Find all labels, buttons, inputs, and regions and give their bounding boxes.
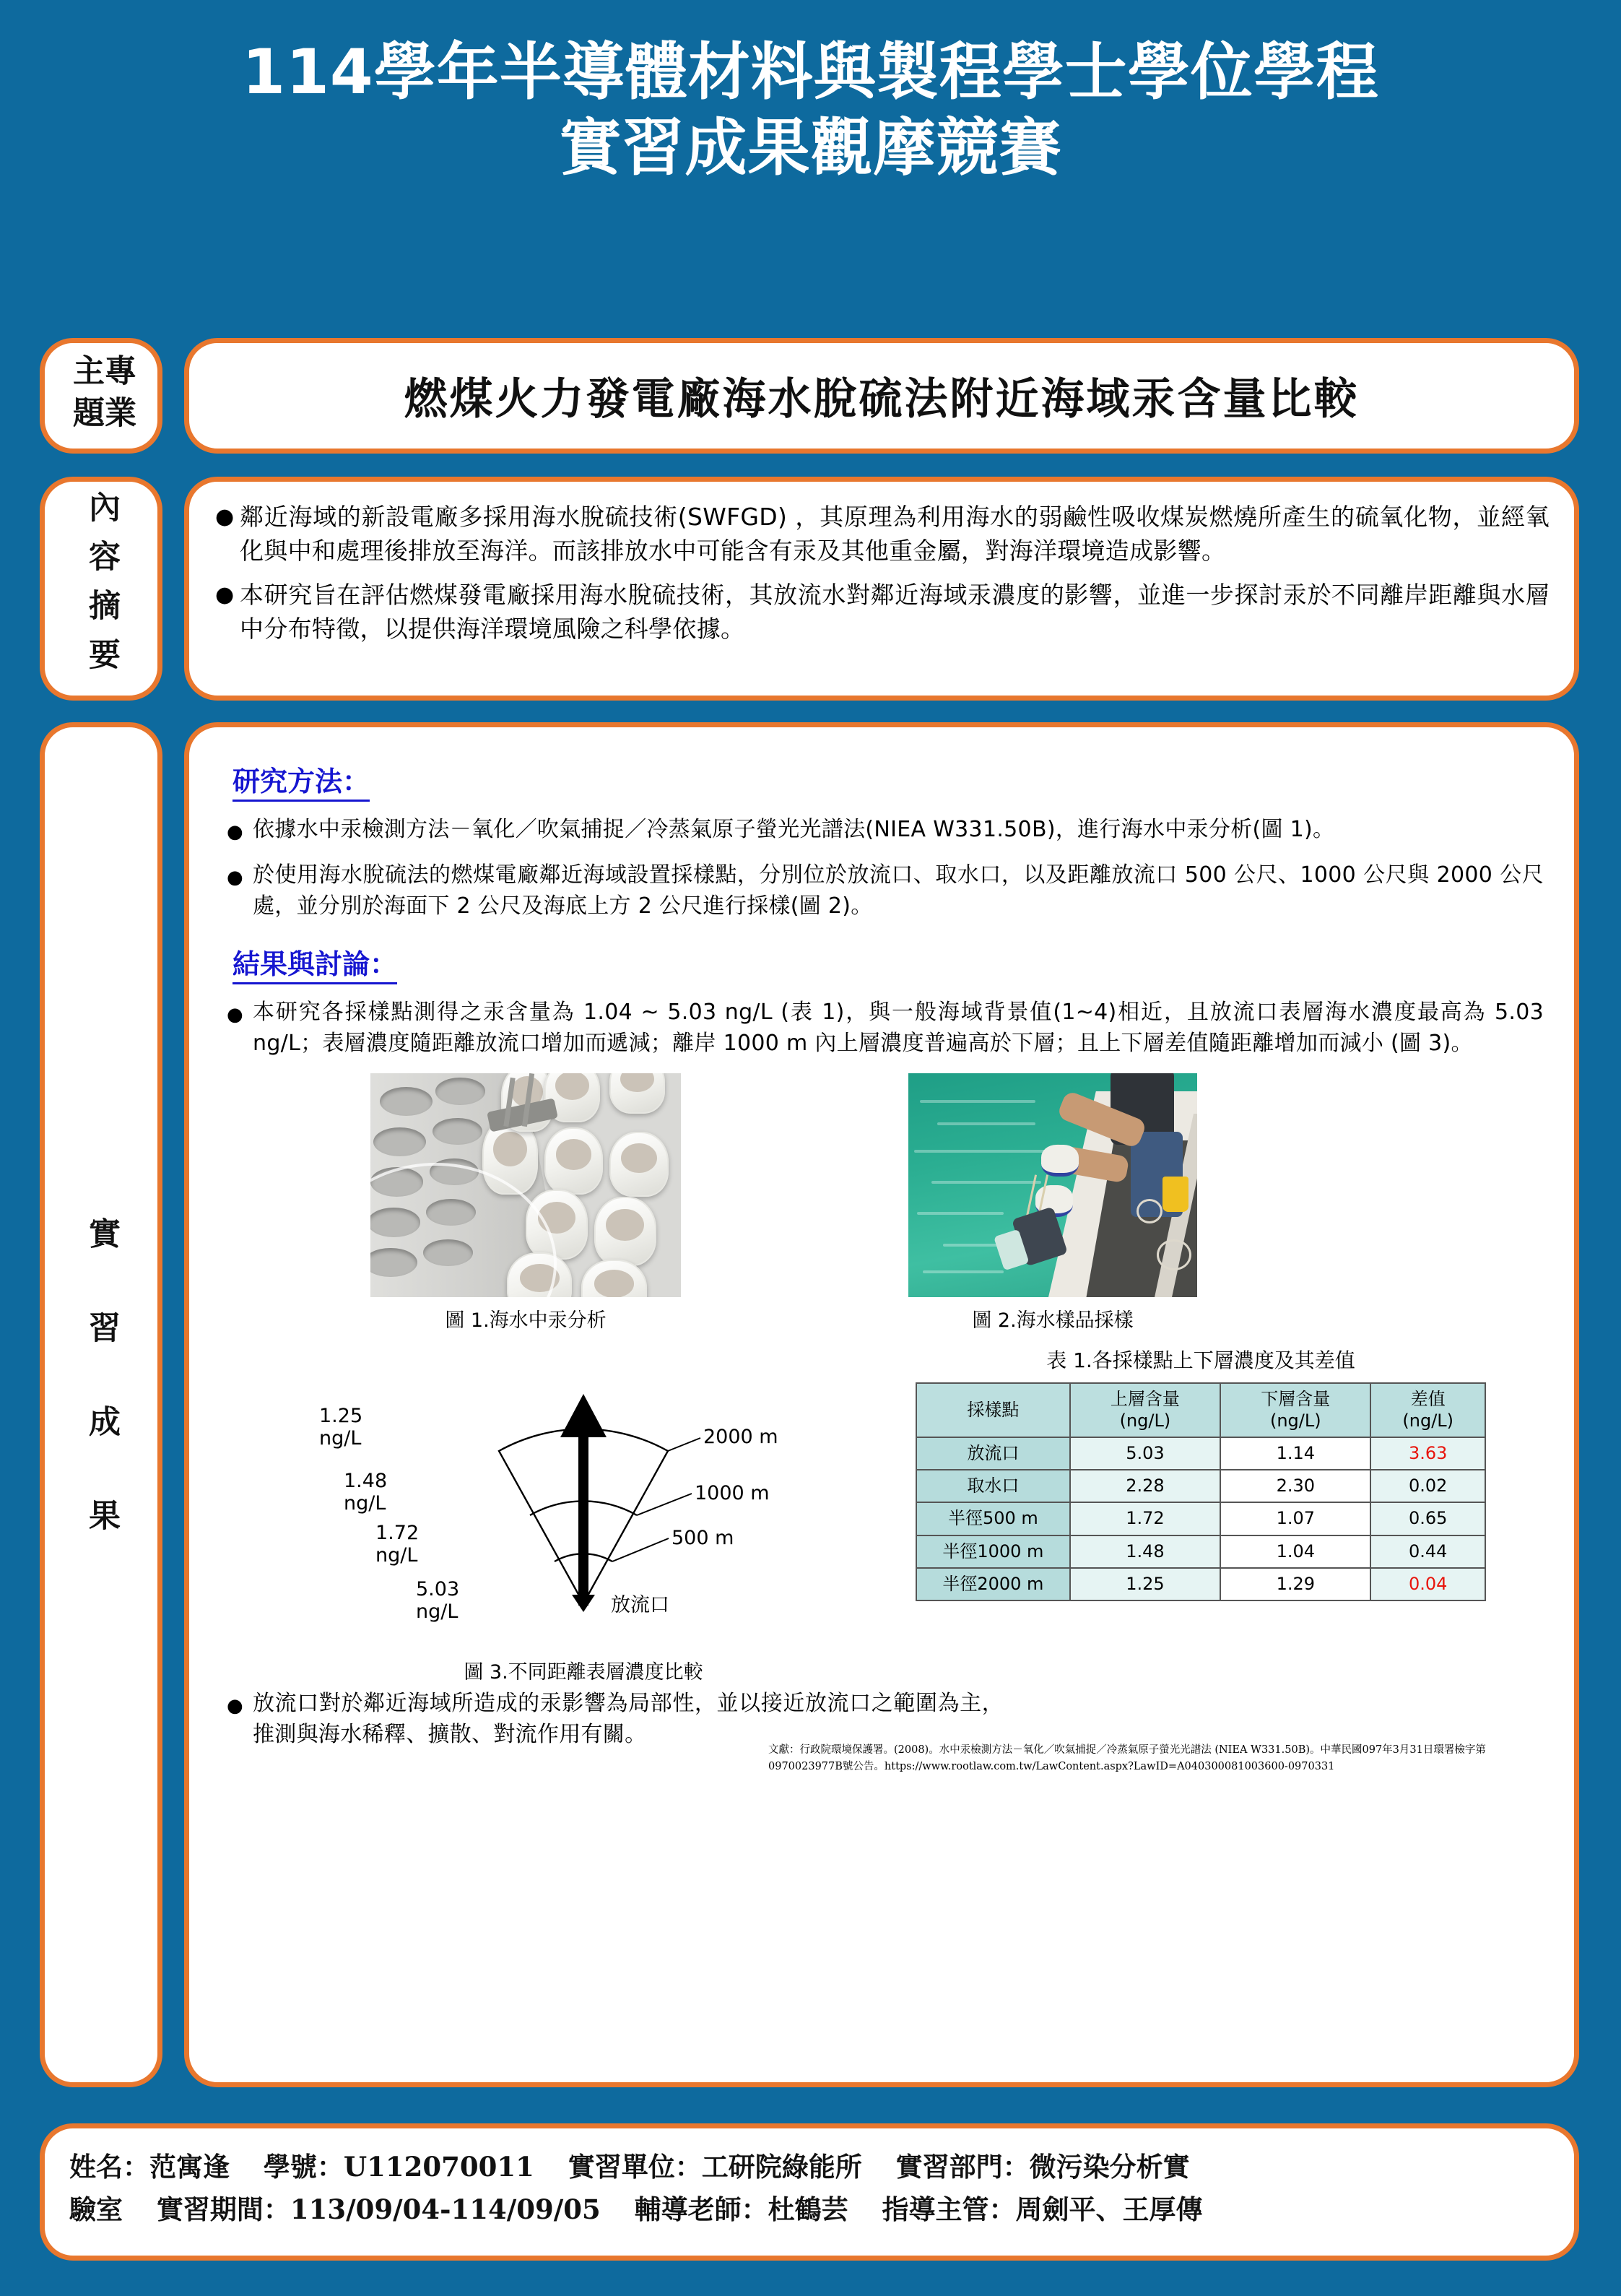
cell-lower: 1.29 — [1220, 1568, 1370, 1600]
cell-lower: 1.14 — [1220, 1437, 1370, 1470]
table-1-title: 表 1.各採樣點上下層濃度及其差值 — [1046, 1348, 1355, 1373]
main-results-box — [184, 722, 1579, 2087]
figures-row — [222, 1073, 1544, 1340]
th-upper: 上層含量 (ng/L) — [1070, 1383, 1220, 1437]
cell-lower: 2.30 — [1220, 1470, 1370, 1502]
th-site: 採樣點 — [916, 1383, 1070, 1437]
bullet-dot-icon: ● — [215, 504, 235, 529]
cell-upper: 5.03 — [1070, 1437, 1220, 1470]
summary-box — [184, 477, 1579, 701]
wave-line — [937, 1122, 1035, 1125]
bullet-dot-icon: ● — [215, 581, 235, 607]
footer-intern-period: 實習期間：113/09/04-114/09/05 — [156, 2193, 601, 2226]
work-glove — [1041, 1145, 1079, 1176]
seawater-sampling-photo — [908, 1073, 1197, 1297]
footer-name: 姓名：范寓逢 — [69, 2151, 230, 2183]
th-diff: 差值 (ng/L) — [1370, 1383, 1485, 1437]
summary-bullet-1-text: 鄰近海域的新設電廠多採用海水脫硫技術(SWFGD) ，其原理為利用海水的弱鹼性吸收煤炭燃燒所產生的硫氧化物，並經氧化與中和處理後排放至海洋。而該排放水中可能含有汞及其他重金屬，對海洋環境造成影響。 — [240, 503, 1550, 565]
footer-intern-org: 實習單位：工研院綠能所 — [568, 2151, 862, 2183]
wave-line — [917, 1212, 1004, 1215]
footer-dept-cont: 驗室 — [69, 2193, 123, 2226]
bullet-dot-icon: ● — [227, 1004, 243, 1026]
method-bullet-1-text: 依據水中汞檢測方法－氧化／吹氣捕捉／冷蒸氣原子螢光光譜法(NIEA W331.50B)，進行海水中汞分析(圖 1)。 — [253, 817, 1335, 842]
method-bullet-2 — [227, 860, 1544, 922]
cell-upper: 1.25 — [1070, 1568, 1220, 1600]
table-row — [916, 1502, 1485, 1535]
results-bullet-1 — [227, 997, 1544, 1059]
table-row — [916, 1568, 1485, 1600]
method-bullet-2-text: 於使用海水脫硫法的燃煤電廠鄰近海域設置採樣點，分別位於放流口、取水口，以及距離放流口 500 公尺、1000 公尺與 2000 公尺處，並分別於海面下 2 公尺及海底上方 2 公尺進行採樣(圖 2)。 — [253, 862, 1544, 919]
leader-2000m — [668, 1438, 700, 1451]
main-label-text: 實習成果 — [83, 1217, 120, 1593]
footer-supervisor: 指導主管：周劍平、王厚傳 — [882, 2193, 1203, 2226]
leader-500m — [612, 1538, 669, 1561]
sample-vial — [544, 1127, 604, 1195]
wave-line — [923, 1270, 1004, 1273]
footer-intern-dept: 實習部門：微污染分析實 — [895, 2151, 1190, 2183]
final-row — [222, 1689, 1544, 1772]
coiled-rope — [1157, 1239, 1191, 1270]
fan-value-origin: 5.03 ng/L — [416, 1578, 460, 1623]
table-header-row — [916, 1383, 1485, 1437]
bullet-dot-icon: ● — [227, 1695, 243, 1717]
tray-hole-icon — [380, 1087, 433, 1116]
figure-2-caption: 圖 2.海水樣品採樣 — [972, 1309, 1134, 1333]
table-1-wrap — [916, 1345, 1486, 1601]
table-row — [916, 1470, 1485, 1502]
footer-advisor: 輔導老師：杜鶴芸 — [634, 2193, 848, 2226]
conclusion-bullet-text: 放流口對於鄰近海域所造成的汞影響為局部性，並以接近放流口之範圍為主，推測與海水稀釋、擴散、對流作用有關。 — [253, 1691, 1004, 1747]
cell-site: 半徑500 m — [916, 1502, 1070, 1535]
results-bullet-1-text: 本研究各採樣點測得之汞含量為 1.04 ~ 5.03 ng/L (表 1)，與一般海域背景值(1~4)相近，且放流口表層海水濃度最高為 5.03 ng/L；表層濃度隨距離放流口增加而遞減；離岸 1000 m 內上層濃度普遍高於下層；且上下層差值隨距離增加而減小 (圖 3)。 — [253, 1000, 1544, 1056]
topic-label-box — [40, 338, 162, 454]
footer-box — [40, 2123, 1579, 2261]
fan-distance-2000m: 2000 m — [703, 1426, 778, 1449]
tray-hole-icon — [373, 1127, 426, 1156]
table-body — [916, 1437, 1485, 1600]
fan-origin-label: 放流口 — [611, 1594, 669, 1617]
sample-vial — [594, 1197, 656, 1266]
sample-vial — [609, 1132, 669, 1197]
figure-3-caption: 圖 3.不同距離表層濃度比較 — [464, 1661, 703, 1684]
seawater-mercury-analysis-photo — [370, 1073, 681, 1297]
summary-bullet-2 — [215, 579, 1550, 646]
sample-vial — [609, 1073, 665, 1114]
bullet-dot-icon: ● — [227, 821, 243, 843]
figure-1-caption: 圖 1.海水中汞分析 — [445, 1309, 607, 1333]
footer-student-id: 學號：U112070011 — [263, 2151, 534, 2183]
results-heading: 結果與討論： — [232, 948, 398, 981]
title-line-1: 114學年半導體材料與製程學士學位學程 — [242, 36, 1379, 108]
cell-site: 取水口 — [916, 1470, 1070, 1502]
title-line-2: 實習成果觀摩競賽 — [559, 111, 1062, 184]
cell-site: 半徑2000 m — [916, 1568, 1070, 1600]
wave-line — [931, 1181, 1041, 1184]
cell-upper: 2.28 — [1070, 1470, 1220, 1502]
summary-bullet-1 — [215, 501, 1550, 568]
cell-lower: 1.04 — [1220, 1535, 1370, 1568]
footer-line-1 — [69, 2146, 1550, 2188]
fan-value-2000m: 1.25 ng/L — [319, 1405, 363, 1450]
cell-diff: 0.04 — [1370, 1568, 1485, 1600]
fan-distance-500m: 500 m — [672, 1527, 734, 1550]
fan-distance-1000m: 1000 m — [695, 1482, 770, 1505]
cell-diff: 0.65 — [1370, 1502, 1485, 1535]
bullet-dot-icon: ● — [227, 866, 243, 888]
topic-label-text: 專業主題 — [67, 354, 136, 438]
figure-1 — [370, 1073, 681, 1333]
cell-upper: 1.72 — [1070, 1502, 1220, 1535]
cell-site: 半徑1000 m — [916, 1535, 1070, 1568]
summary-bullet-2-text: 本研究旨在評估燃煤發電廠採用海水脫硫技術，其放流水對鄰近海域汞濃度的影響，並進一步探討汞於不同離岸距離與水層中分布特徵，以提供海洋環境風險之科學依據。 — [240, 580, 1550, 643]
coiled-rope — [1137, 1199, 1162, 1223]
fan-value-500m: 1.72 ng/L — [375, 1522, 420, 1567]
table-1 — [916, 1382, 1486, 1601]
reference-text: 文獻：行政院環境保護署。(2008)。水中汞檢測方法－氧化／吹氣捕捉／冷蒸氣原子螢光光譜法 (NIEA W331.50B)。中華民國097年3月31日環署檢字第0970023977B號公告。https://www.rootlaw.com.tw/LawContent.aspx?LawID=A040300081003600-0970331 — [768, 1744, 1486, 1772]
summary-label-text: 內容摘要 — [83, 490, 120, 687]
yellow-bucket — [1162, 1177, 1188, 1213]
cell-site: 放流口 — [916, 1437, 1070, 1470]
cell-lower: 1.07 — [1220, 1502, 1370, 1535]
leader-1000m — [637, 1494, 692, 1515]
topic-box — [184, 338, 1579, 454]
footer-line-2 — [69, 2188, 1550, 2231]
wave-line — [920, 1100, 1035, 1103]
cell-diff: 3.63 — [1370, 1437, 1485, 1470]
topic-title: 燃煤火力發電廠海水脫硫法附近海域汞含量比較 — [404, 374, 1360, 425]
cell-diff: 0.02 — [1370, 1470, 1485, 1502]
cell-diff: 0.44 — [1370, 1535, 1485, 1568]
figure-3-fan-diagram — [319, 1349, 836, 1660]
poster-title — [0, 35, 1621, 186]
main-label-box — [40, 722, 162, 2087]
summary-label-box — [40, 477, 162, 701]
lower-row — [222, 1345, 1544, 1684]
table-row — [916, 1437, 1485, 1470]
table-row — [916, 1535, 1485, 1568]
figure-2 — [908, 1073, 1197, 1333]
conclusion-bullet — [227, 1689, 1544, 1750]
th-lower: 下層含量 (ng/L) — [1220, 1383, 1370, 1437]
method-heading: 研究方法： — [232, 766, 370, 797]
fan-value-1000m: 1.48 ng/L — [344, 1470, 388, 1515]
wave-line — [914, 1150, 1047, 1153]
cell-upper: 1.48 — [1070, 1535, 1220, 1568]
method-bullet-1 — [227, 815, 1544, 846]
table-head — [916, 1383, 1485, 1437]
tray-hole-icon — [435, 1078, 485, 1104]
